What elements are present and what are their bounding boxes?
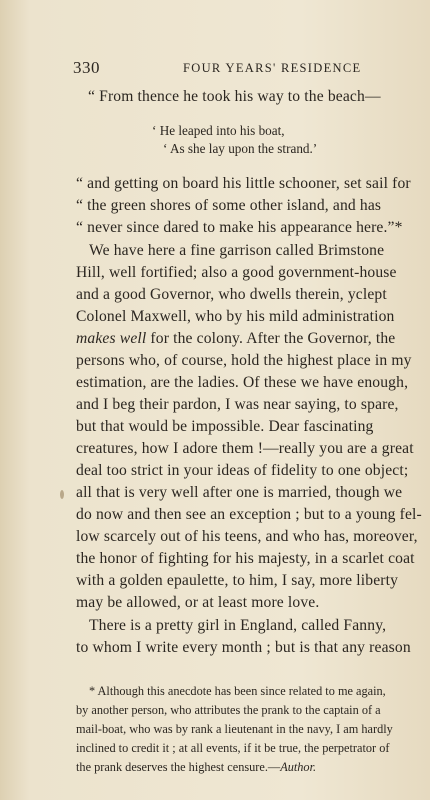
text-line: “ and getting on board his little schooner, set sail for (76, 175, 411, 192)
footnote-line: inclined to credit it ; at all events, if it be true, the perpetrator of (76, 741, 390, 755)
running-head: FOUR YEARS' RESIDENCE (183, 61, 362, 75)
text-line: do now and then see an exception ; but to a young fel- (76, 506, 422, 523)
footnote-line: * Although this anecdote has been since related to me again, (89, 684, 386, 698)
verse-line: ‘ He leaped into his boat, (152, 123, 285, 138)
text-line: persons who, of course, hold the highest place in my (76, 352, 412, 369)
text-line: estimation, are the ladies. Of these we have enough, (76, 374, 409, 391)
text-line: We have here a fine garrison called Brimstone (89, 242, 385, 259)
footnote-line: mail-boat, who was by rank a lieutenant in the navy, I am hardly (76, 722, 393, 736)
text-line: with a golden epaulette, to him, I say, more liberty (76, 572, 399, 589)
text-span: for the colony. After the Governor, the (146, 330, 396, 347)
footnote-line (76, 760, 316, 775)
text-line: low scarcely out of his teens, and who has, moreover, (76, 528, 418, 545)
text-line: There is a pretty girl in England, called Fanny, (89, 617, 387, 634)
text-line: “ From thence he took his way to the beach— (88, 88, 381, 105)
page-number: 330 (73, 58, 100, 77)
text-line: but that would be impossible. Dear fascinating (76, 418, 374, 435)
text-line: “ never since dared to make his appearance here.”* (76, 219, 403, 236)
italic-phrase: makes well (76, 330, 147, 347)
text-line: Hill, well fortified; also a good government-house (76, 264, 397, 281)
text-line: Colonel Maxwell, who by his mild administration (76, 308, 395, 325)
text-line: deal too strict in your ideas of fidelity to one object; (76, 462, 409, 479)
text-line: and a good Governor, who dwells therein, yclept (76, 286, 387, 303)
text-span: the prank deserves the highest censure.— (76, 760, 281, 774)
text-line: may be allowed, or at least more love. (76, 594, 320, 611)
footnote-line: by another person, who attributes the prank to the captain of a (76, 703, 381, 717)
text-line: all that is very well after one is married, though we (76, 484, 403, 501)
text-line: creatures, how I adore them !—really you are a great (76, 440, 414, 457)
text-line: the honor of fighting for his majesty, in a scarlet coat (76, 550, 415, 567)
text-line: “ the green shores of some other island, and has (76, 197, 382, 214)
margin-smudge (60, 490, 64, 499)
page-header (73, 58, 425, 80)
text-line (76, 330, 395, 348)
verse-line: ‘ As she lay upon the strand.’ (163, 141, 318, 156)
text-line: to whom I write every month ; but is that any reason (76, 639, 411, 656)
italic-phrase: Author. (280, 760, 317, 774)
text-line: and I beg their pardon, I was near saying, to spare, (76, 396, 399, 413)
